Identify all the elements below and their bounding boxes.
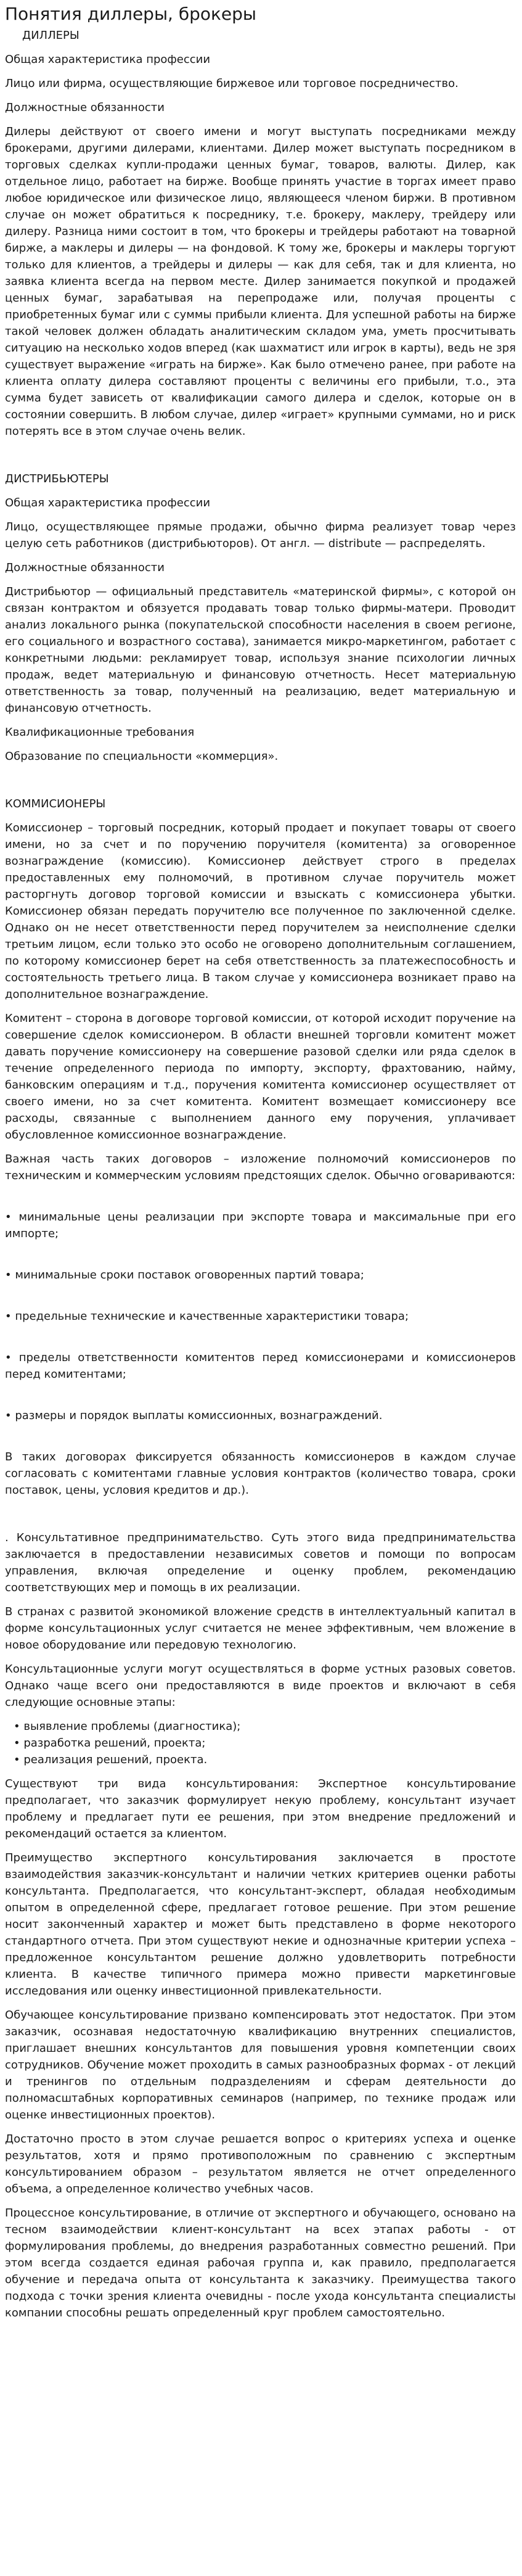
commissioners-bullet-3: • предельные технические и качественные характеристики товара;	[5, 1310, 409, 1323]
distributors-duties-heading: Должностные обязанности	[5, 561, 165, 574]
commissioners-text-1: Комиссионер – торговый посредник, который продает и покупает товары от своего имени, но за счет и по поручению поручителя (комитента) за оговоренное вознаграждение (комиссию). Комиссионер действует строго в пределах предоставленных ему полномочий, в противном случае поручитель может расторгнуть договор торговой комиссии и взыскать с комиссионера убытки. Комиссионер обязан передать поручителю все полученное по заключенной сделке. Однако он не несет ответственности перед поручителем за неисполнение сделки третьим лицом, если только это особо не оговорено дополнительным соглашением, по которому комиссионер берет на себя ответственность за платежеспособность и состоятельность третьего лица. В таком случае у комиссионера возникает право на дополнительное вознаграждение.	[5, 821, 516, 1001]
commissioners-bullet-1: • минимальные цены реализации при экспорте товара и максимальные при его импорте;	[5, 1211, 516, 1240]
consulting-text-6: Обучающее консультирование призвано компенсировать этот недостаток. При этом заказчик, осознавая недостаточную квалификацию внутренних специалистов, приглашает внешних консультантов для повышения уровня компетенции своих сотрудников. Обучение может проходить в самых разнообразных формах - от лекций и тренингов по отдельным подразделениям и сферам деятельности до полномасштабных корпоративных семинаров (например, по технике продаж или оценке инвестиционных проектов).	[5, 2009, 516, 2121]
consulting-text-4: Существуют три вида консультирования: Экспертное консультирование предполагает, что заказчик формулирует некую проблему, консультант изучает проблему и предлагает пути ее решения, при этом внедрение предложений и рекомендаций остается за клиентом.	[5, 1777, 516, 1840]
distributors-general-heading: Общая характеристика профессии	[5, 496, 211, 509]
section-commissioners-heading: КОММИСИОНЕРЫ	[5, 797, 106, 810]
dealers-general-text: Лицо или фирма, осуществляющие биржевое или торговое посредничество.	[5, 77, 459, 90]
list-item: • разработка решений, проекта;	[14, 1735, 516, 1751]
list-item: • выявление проблемы (диагностика);	[14, 1718, 516, 1735]
consulting-text-8: Процессное консультирование, в отличие от экспертного и обучающего, основано на тесном взаимодействии клиент-консультант на всех этапах работы - от формулирования проблемы, до внедрения разработанных совместно решений. При этом всегда создается единая рабочая группа и, как правило, предполагается обучение и передача опыта от консультанта к заказчику. Преимущества такого подхода с точки зрения клиента очевидны - после ухода консультанта специалисты компании способны решать определенный круг проблем самостоятельно.	[5, 2207, 516, 2319]
dealers-duties-text: Дилеры действуют от своего имени и могут выступать посредниками между брокерами, другими дилерами, клиентами. Дилер может выступать посредником в торговых сделках купли-продажи ценных бумаг, товаров, валюты. Дилер, как отдельное лицо, работает на бирже. Вообще принять участие в торгах имеет право любое юридическое или физическое лицо, являющееся членом биржи. В противном случае он может обратиться к посреднику, т.е. брокеру, маклеру, трейдеру или дилеру. Разница ними состоит в том, что брокеры и трейдеры работают на товарной бирже, а маклеры и дилеры — на фондовой. К тому же, брокеры и маклеры торгуют только для клиентов, а трейдеры и дилеры — как для себя, так и для клиента, но заявка клиента всегда на первом месте. Дилер занимается покупкой и продажей ценных бумаг, зарабатывая на перепродаже или, получая проценты с приобретенных бумаг или с суммы прибыли клиента. Для успешной работы на бирже такой человек должен обладать аналитическим складом ума, уметь просчитывать ситуацию на несколько ходов вперед (как шахматист или игрок в карты), ведь не зря существует выражение «играть на бирже». Как было отмечено ранее, при работе на клиента оплату дилера составляют проценты с величины его прибыли, т.о., эта сумма будет зависеть от квалификации самого дилера и сделок, которые он в состоянии совершить. В любом случае, дилер «играет» крупными суммами, но и риск потерять все в этом случае очень велик.	[5, 125, 516, 438]
consulting-text-7: Достаточно просто в этом случае решается вопрос о критериях успеха и оценке результатов, хотя и прямо противоположным по сравнению с экспертным консультированием образом – результатом является не отчет определенного объема, а определенное количество учебных часов.	[5, 2133, 516, 2195]
distributors-requirements-text: Образование по специальности «коммерция».	[5, 750, 279, 763]
consulting-stages-list	[5, 1718, 516, 1768]
distributors-general-text: Лицо, осуществляющее прямые продажи, обычно фирма реализует товар через целую сеть работников (дистрибьюторов). От англ. — distribute — распределять.	[5, 521, 516, 550]
dealers-general-heading: Общая характеристика профессии	[5, 53, 211, 66]
commissioners-bullet-5: • размеры и порядок выплаты комиссионных, вознаграждений.	[5, 1409, 383, 1422]
commissioners-text-4: В таких договорах фиксируется обязанность комиссионеров в каждом случае согласовать с комитентами главные условия контрактов (количество товара, сроки поставок, цены, условия кредитов и др.).	[5, 1451, 516, 1497]
consulting-text-2: В странах с развитой экономикой вложение средств в интеллектуальный капитал в форме консультационных услуг считается не менее эффективным, чем вложение в новое оборудование или передовую технологию.	[5, 1605, 516, 1652]
list-item: • реализация решений, проекта.	[14, 1751, 516, 1768]
section-distributors-heading: ДИСТРИБЬЮТЕРЫ	[5, 472, 109, 485]
commissioners-text-3: Важная часть таких договоров – изложение полномочий комиссионеров по техническим и коммерческим условиям предстоящих сделок. Обычно оговариваются:	[5, 1153, 516, 1182]
page-title: Понятия диллеры, брокеры	[5, 4, 257, 24]
distributors-requirements-heading: Квалификационные требования	[5, 726, 195, 739]
dealers-duties-heading: Должностные обязанности	[5, 101, 165, 114]
section-dealers-heading: ДИЛЛЕРЫ	[22, 29, 80, 42]
commissioners-bullet-2: • минимальные сроки поставок оговоренных партий товара;	[5, 1269, 364, 1282]
commissioners-text-2: Комитент – сторона в договоре торговой комиссии, от которой исходит поручение на совершение сделок комиссионером. В области внешней торговли комитент может давать поручение комиссионеру на совершение разовой сделки или ряда сделок в течение определенного периода по импорту, экспорту, фрахтованию, найму, банковским операциям и т.д., поручения комитента комиссионер осуществляет от своего имени, но за счет комитента. Комитент возмещает комиссионеру все расходы, связанные с выполнением данного ему поручения, уплачивает обусловленное комиссионное вознаграждение.	[5, 1012, 516, 1142]
distributors-duties-text: Дистрибьютор — официальный представитель «материнской фирмы», с которой он связан контрактом и обязуется продавать товар только фирмы-матери. Проводит анализ локального рынка (покупательской способности населения в своем регионе, его социального и возрастного состава), занимается микро-маркетингом, работает с конкретными людьми: рекламирует товар, используя знание психологии личных продаж, ведет материальную и финансовую отчетность. Несет материальную ответственность за товар, полученный на реализацию, ведет материальную и финансовую отчетность.	[5, 585, 516, 715]
consulting-text-1: . Консультативное предпринимательство. Суть этого вида предпринимательства заключается в предоставлении независимых советов и помощи по вопросам управления, включая определение и оценку проблем, рекомендацию соответствующих мер и помощь в их реализации.	[5, 1531, 516, 1594]
consulting-text-5: Преимущество экспертного консультирования заключается в простоте взаимодействия заказчик-консультант и наличии четких критериев оценки работы консультанта. Предполагается, что консультант-эксперт, обладая необходимым опытом в определенной сфере, предлагает готовое решение. При этом решение носит законченный характер и может быть представлено в форме некоторого стандартного отчета. При этом существуют некие и однозначные критерии успеха – предложенное консультантом решение должно удовлетворить потребности клиента. В качестве типичного примера можно привести маркетинговые исследования или оценку инвестиционной привлекательности.	[5, 1851, 516, 1998]
commissioners-bullet-4: • пределы ответственности комитентов перед комиссионерами и комиссионеров перед комитентами;	[5, 1351, 516, 1381]
consulting-text-3: Консультационные услуги могут осуществляться в форме устных разовых советов. Однако чаще всего они предоставляются в виде проектов и включают в себя следующие основные этапы:	[5, 1663, 516, 1709]
